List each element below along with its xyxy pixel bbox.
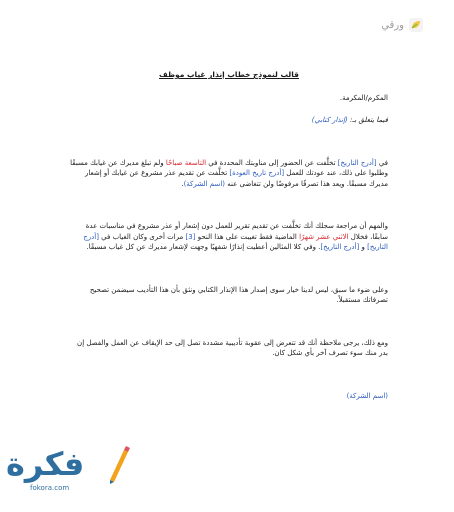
para1-return-date-placeholder: [أدرج تاريخ العودة]	[229, 169, 285, 177]
para2-text: الماضية فقط تغيبت على هذا النحو	[197, 232, 297, 241]
para2-text: مرات أخرى وكان الغياب في	[101, 232, 184, 241]
para1-text: في	[378, 158, 388, 167]
paragraph-3: وعلى ضوء ما سبق، ليس لدينا خيار سوى إصدار هذا الإنذار الكتابي ونثق بأن هذا التأديب سيضمن تصحيح تصرفاتك مستقبلاً.	[89, 285, 388, 304]
top-brand	[381, 14, 424, 36]
top-bar	[0, 0, 454, 50]
para2-period: الاثني عشر شهرًا	[299, 232, 349, 241]
para2-text: والمهم أن مراجعة سجلك أنك تخلَّفت عن تقديم تقرير للعمل دون إشعار أو عذر مشروع في مناسبات عدة سابقًا، فخلال	[85, 222, 388, 241]
para1-end: .	[181, 179, 184, 188]
top-brand-text: ورقي	[381, 19, 404, 31]
para2-date-placeholder: [أدرج التاريخ]	[320, 243, 360, 251]
para1-company-placeholder: (اسم الشركة)	[183, 179, 226, 188]
document-body	[70, 70, 388, 401]
para1-date-placeholder: [أدرج التاريخ]	[337, 158, 377, 167]
signature: (اسم الشركة)	[346, 391, 388, 400]
salutation: المكرم/المكرمة.	[339, 93, 388, 102]
subject-line	[70, 115, 388, 126]
document-title: قالب لنموذج خطاب إنذار غياب موظف	[159, 70, 299, 79]
subject-label: فيما يتعلق بـ:	[349, 116, 388, 124]
para1-text: تخلَّفت عن الحضور إلى مناوبتك المحددة في	[208, 158, 336, 167]
para2-date-placeholder: [أدرج التاريخ]	[83, 232, 388, 251]
bottom-brand-word: فكرة	[6, 445, 85, 483]
para2-text: و	[361, 243, 365, 251]
paragraph-1	[70, 158, 388, 190]
leaf-logo-icon	[408, 17, 424, 33]
para2-text: . وفي كلا المثالين أعطيت إنذارًا شفهيًا وجهت لإشعار مديرك عن كل غياب مسبقًا.	[86, 243, 321, 251]
para2-count-placeholder: [3]	[185, 232, 196, 241]
bottom-brand-logo	[6, 444, 136, 508]
para1-text: تخلَّفت عن تقديم عذر مشروع عن غيابك أو إشعار مديرك مسبقًا. ويعد هذا تصرفًا مرفوضًا ولن تتغاضى عنه	[84, 169, 388, 188]
para1-time: التاسعة صباحًا	[165, 158, 207, 167]
bottom-brand-url: fokora.com	[30, 484, 70, 492]
paragraph-2	[70, 221, 388, 253]
paragraph-4: ومع ذلك، يرجى ملاحظة أنك قد تتعرض إلى عقوبة تأديبية مشددة تصل إلى حد الإيقاف عن العمل والفصل إن بدر منك سوء تصرف آخر بأي شكل كان.	[77, 338, 388, 357]
subject-value: (إنذار كتابي)	[311, 116, 348, 124]
pencil-icon	[102, 444, 130, 484]
para1-text: ولم تبلغ مديرك عن غيابك مسبقًا وطلبوا على ذلك، عند عودتك للعمل	[70, 158, 388, 177]
